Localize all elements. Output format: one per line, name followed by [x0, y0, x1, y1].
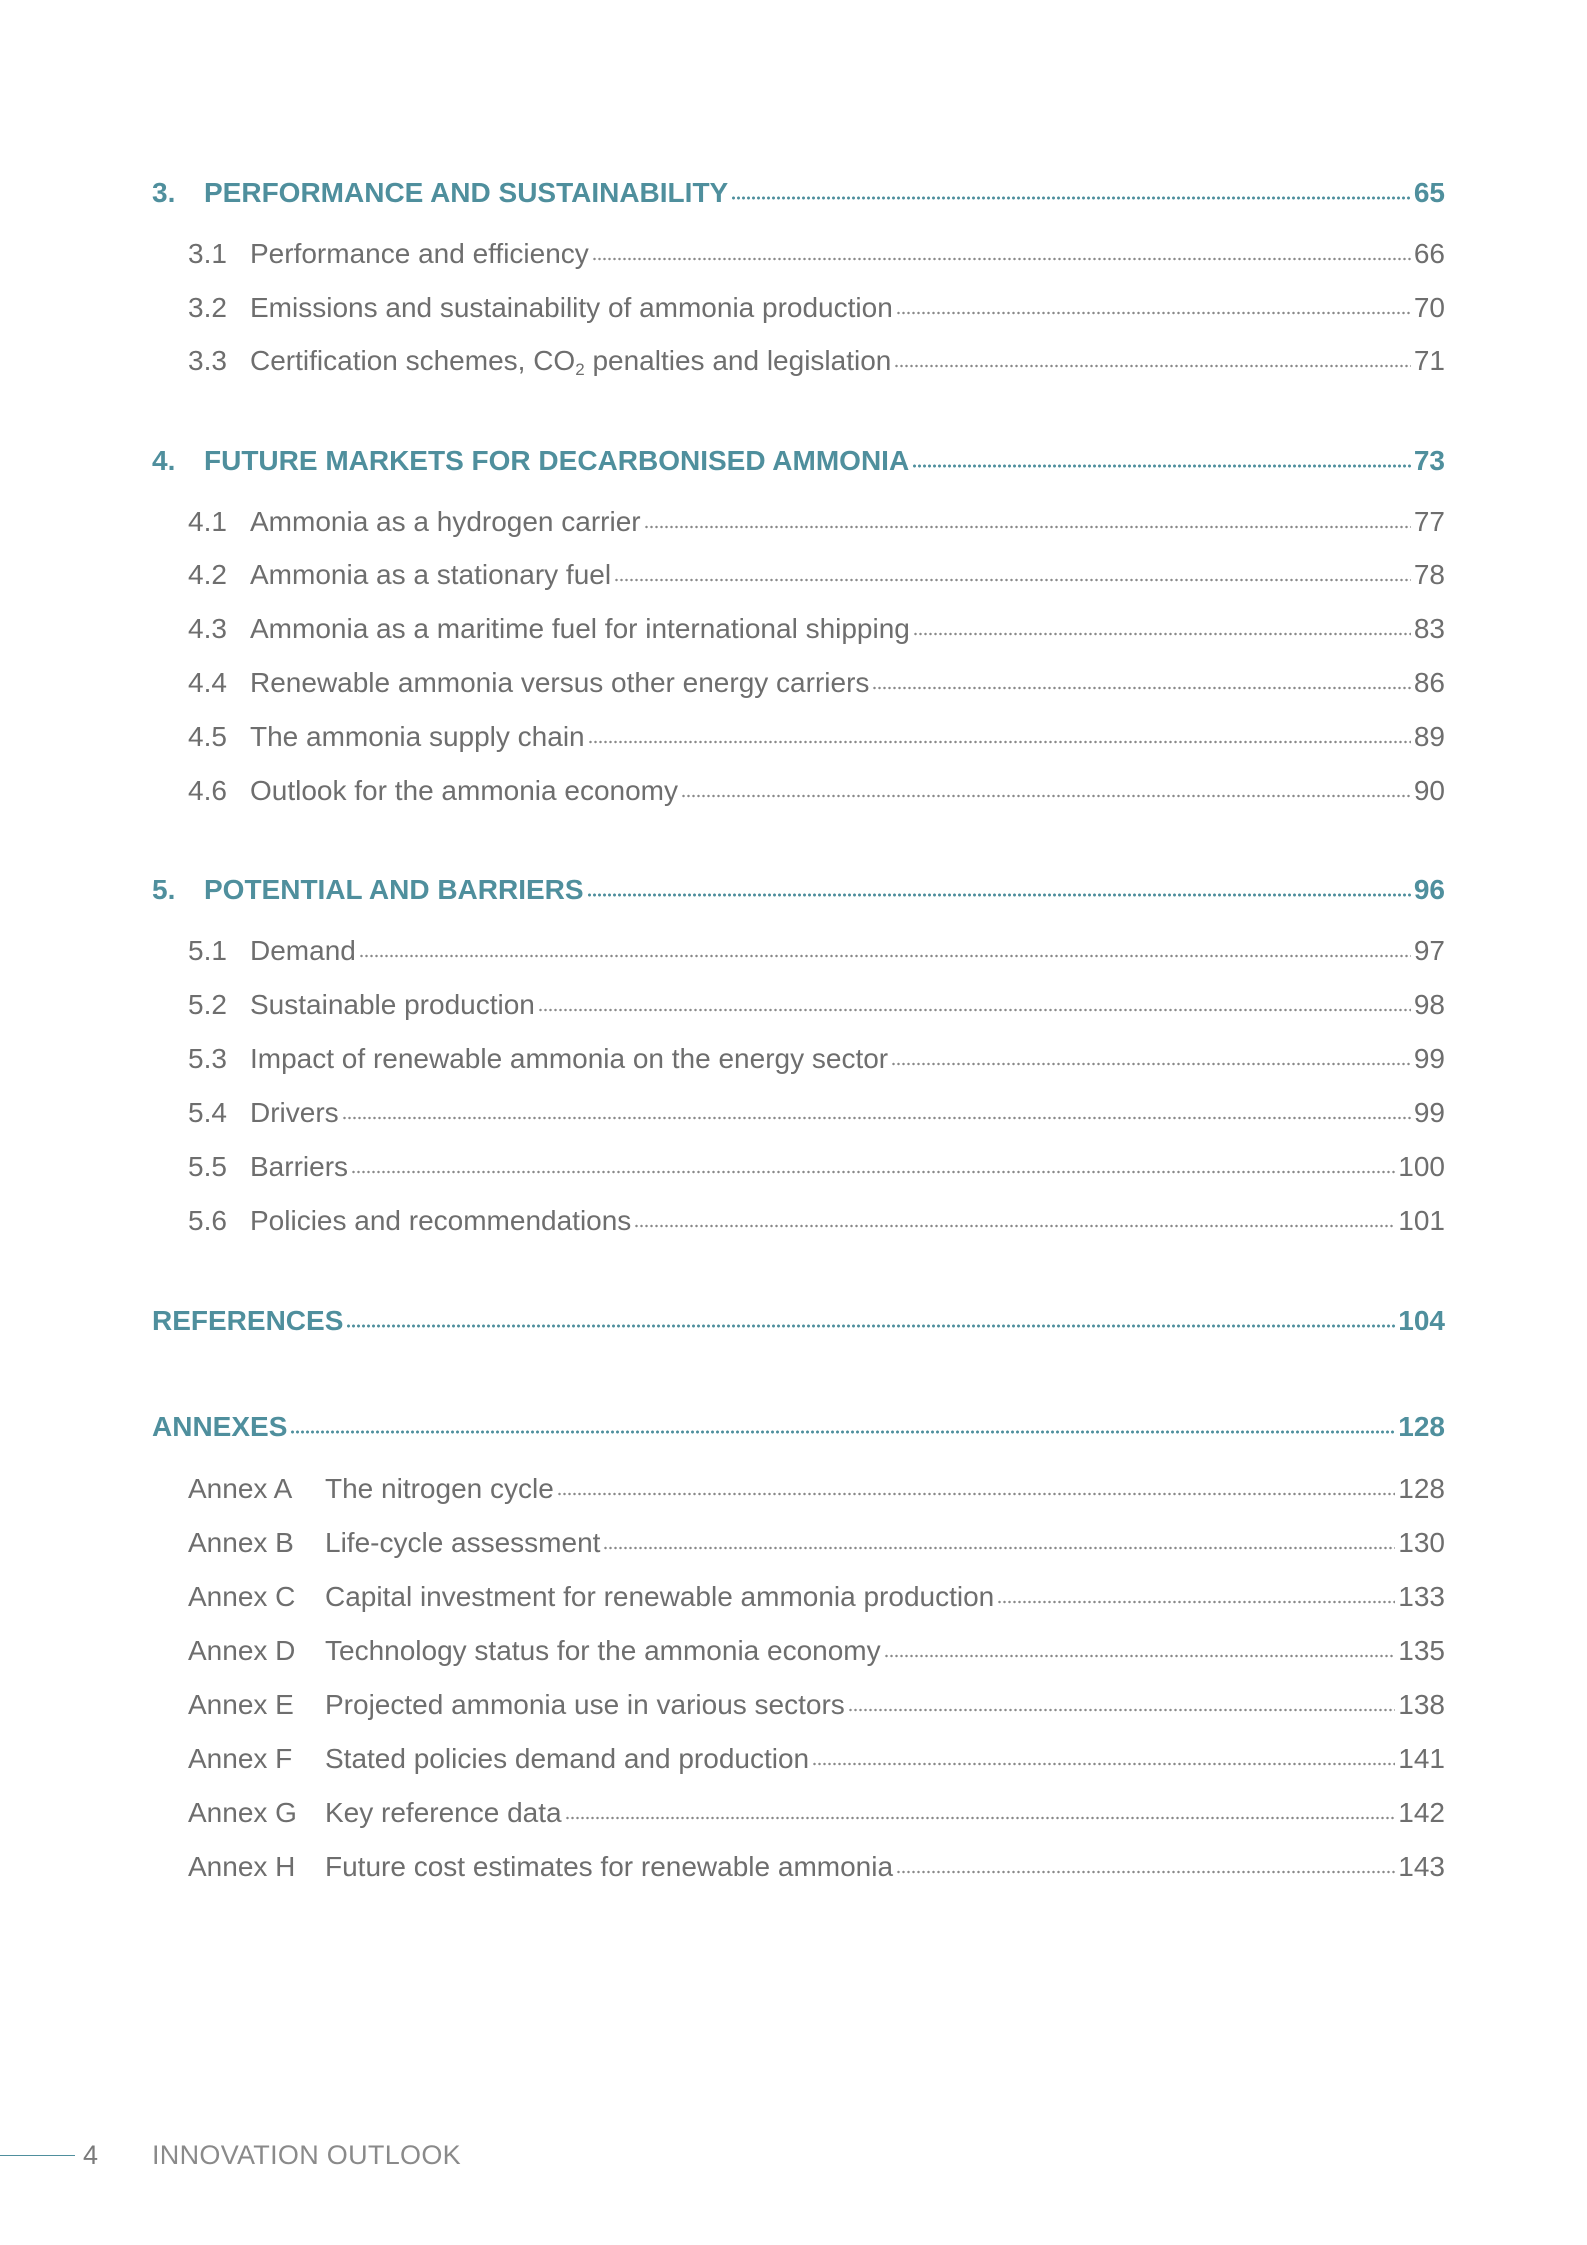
section-title: Performance and efficiency	[250, 238, 589, 269]
page-number: 135	[1398, 1635, 1445, 1666]
dot-leader	[592, 257, 1411, 261]
toc-entry-annex-b[interactable]	[152, 1526, 1445, 1560]
toc-entry-3-2[interactable]	[152, 291, 1445, 325]
section-number: 4.	[152, 445, 176, 476]
dot-leader	[359, 954, 1411, 958]
footer-title: INNOVATION OUTLOOK	[152, 2140, 461, 2170]
toc-entry-annexes[interactable]	[152, 1410, 1445, 1444]
toc-entry-annex-e[interactable]	[152, 1688, 1445, 1722]
annex-title: The nitrogen cycle	[325, 1473, 554, 1504]
page-number: 97	[1413, 935, 1445, 966]
toc-entry-section-5[interactable]	[152, 873, 1445, 907]
toc-entry-4-4[interactable]	[152, 666, 1445, 700]
page-number: 104	[1398, 1305, 1445, 1336]
dot-leader	[614, 578, 1411, 582]
page-number: 143	[1398, 1851, 1445, 1882]
page-number: 133	[1398, 1581, 1445, 1612]
toc-entry-3-3[interactable]	[152, 344, 1445, 378]
page-number: 86	[1413, 667, 1445, 698]
toc-entry-3-1[interactable]	[152, 237, 1445, 271]
page-number: 73	[1413, 445, 1445, 476]
toc-entry-4-1[interactable]	[152, 505, 1445, 539]
annex-label: Annex G	[188, 1797, 297, 1828]
page-number: 141	[1398, 1743, 1445, 1774]
section-number: 5.	[152, 874, 176, 905]
section-title: Ammonia as a maritime fuel for international shipping	[250, 613, 910, 644]
section-title: Impact of renewable ammonia on the energy sector	[250, 1043, 889, 1074]
toc-entry-section-3[interactable]	[152, 176, 1445, 210]
page-number: 89	[1413, 721, 1445, 752]
page-number: 99	[1413, 1097, 1445, 1128]
section-number: 4.4	[188, 667, 227, 698]
section-title: REFERENCES	[152, 1305, 344, 1336]
toc-entry-5-3[interactable]	[152, 1042, 1445, 1076]
section-number: 3.	[152, 177, 176, 208]
section-title: Outlook for the ammonia economy	[250, 775, 678, 806]
dot-leader	[351, 1170, 1395, 1174]
section-number: 4.5	[188, 721, 227, 752]
page-number: 128	[1398, 1411, 1445, 1442]
annex-label: Annex H	[188, 1851, 296, 1882]
page-number: 78	[1413, 559, 1445, 590]
footer-page-number: 4	[83, 2140, 99, 2170]
toc-entry-4-2[interactable]	[152, 558, 1445, 592]
dot-leader	[872, 686, 1410, 690]
page-number: 90	[1413, 775, 1445, 806]
annex-title: Stated policies demand and production	[325, 1743, 810, 1774]
toc-entry-5-6[interactable]	[152, 1204, 1445, 1238]
page-number: 128	[1398, 1473, 1445, 1504]
page-number: 100	[1398, 1151, 1445, 1182]
page-number: 130	[1398, 1527, 1445, 1558]
toc-entry-section-4[interactable]	[152, 444, 1445, 478]
section-number: 5.6	[188, 1205, 227, 1236]
dot-leader	[644, 525, 1411, 529]
toc-entry-4-3[interactable]	[152, 612, 1445, 646]
section-title: Ammonia as a hydrogen carrier	[250, 506, 641, 537]
section-number: 4.1	[188, 506, 227, 537]
dot-leader	[587, 893, 1411, 897]
toc-entry-annex-g[interactable]	[152, 1796, 1445, 1830]
section-number: 4.3	[188, 613, 227, 644]
page-number: 83	[1413, 613, 1445, 644]
page-number: 98	[1413, 989, 1445, 1020]
section-title: ANNEXES	[152, 1411, 288, 1442]
dot-leader	[913, 632, 1411, 636]
section-title: Emissions and sustainability of ammonia production	[250, 292, 893, 323]
dot-leader	[290, 1430, 1395, 1434]
section-number: 3.3	[188, 345, 227, 376]
dot-leader	[731, 196, 1411, 200]
toc-entry-4-6[interactable]	[152, 774, 1445, 808]
section-title: Renewable ammonia versus other energy carriers	[250, 667, 870, 698]
page-number: 71	[1413, 345, 1445, 376]
toc-entry-5-4[interactable]	[152, 1096, 1445, 1130]
annex-label: Annex D	[188, 1635, 296, 1666]
section-title: Ammonia as a stationary fuel	[250, 559, 612, 590]
section-title: Drivers	[250, 1097, 339, 1128]
section-title: PERFORMANCE AND SUSTAINABILITY	[204, 177, 729, 208]
page-number: 96	[1413, 874, 1445, 905]
toc-entry-annex-c[interactable]	[152, 1580, 1445, 1614]
page-number: 142	[1398, 1797, 1445, 1828]
section-title: Certification schemes, $CO_2$ penalties and legislation	[250, 345, 892, 379]
footer-rule	[0, 2155, 75, 2156]
toc-entry-5-2[interactable]	[152, 988, 1445, 1022]
dot-leader	[891, 1062, 1411, 1066]
dot-leader	[884, 1654, 1396, 1658]
toc-entry-annex-d[interactable]	[152, 1634, 1445, 1668]
dot-leader	[565, 1816, 1396, 1820]
section-title: POTENTIAL AND BARRIERS	[204, 874, 584, 905]
section-title: The ammonia supply chain	[250, 721, 585, 752]
dot-leader	[681, 794, 1411, 798]
section-number: 5.2	[188, 989, 227, 1020]
section-number: 3.2	[188, 292, 227, 323]
annex-title: Technology status for the ammonia economy	[325, 1635, 881, 1666]
page-number: 66	[1413, 238, 1445, 269]
dot-leader	[603, 1546, 1395, 1550]
section-number: 4.2	[188, 559, 227, 590]
dot-leader	[538, 1008, 1411, 1012]
dot-leader	[896, 311, 1411, 315]
section-number: 5.1	[188, 935, 227, 966]
section-title: Demand	[250, 935, 356, 966]
page-number: 70	[1413, 292, 1445, 323]
annex-label: Annex B	[188, 1527, 294, 1558]
page-number: 101	[1398, 1205, 1445, 1236]
annex-title: Capital investment for renewable ammonia production	[325, 1581, 995, 1612]
dot-leader	[812, 1762, 1395, 1766]
section-title: Policies and recommendations	[250, 1205, 632, 1236]
dot-leader	[997, 1600, 1395, 1604]
page-number: 65	[1413, 177, 1445, 208]
section-title: Barriers	[250, 1151, 349, 1182]
toc-entry-annex-f[interactable]	[152, 1742, 1445, 1776]
page-number: 77	[1413, 506, 1445, 537]
section-title: FUTURE MARKETS FOR DECARBONISED AMMONIA	[204, 445, 910, 476]
page-number: 138	[1398, 1689, 1445, 1720]
annex-title: Key reference data	[325, 1797, 562, 1828]
dot-leader	[557, 1492, 1395, 1496]
dot-leader	[588, 740, 1411, 744]
annex-label: Annex C	[188, 1581, 296, 1612]
toc-entry-annex-a[interactable]	[152, 1472, 1445, 1506]
dot-leader	[912, 464, 1411, 468]
section-title: Sustainable production	[250, 989, 535, 1020]
annex-title: Projected ammonia use in various sectors	[325, 1689, 845, 1720]
dot-leader	[894, 364, 1410, 368]
toc-entry-4-5[interactable]	[152, 720, 1445, 754]
toc-entry-5-1[interactable]	[152, 934, 1445, 968]
toc-entry-5-5[interactable]	[152, 1150, 1445, 1184]
dot-leader	[346, 1324, 1395, 1328]
toc-entry-annex-h[interactable]	[152, 1850, 1445, 1884]
annex-label: Annex F	[188, 1743, 293, 1774]
dot-leader	[848, 1708, 1395, 1712]
section-number: 4.6	[188, 775, 227, 806]
dot-leader	[634, 1224, 1395, 1228]
section-number: 5.4	[188, 1097, 227, 1128]
dot-leader	[896, 1870, 1395, 1874]
annex-title: Life-cycle assessment	[325, 1527, 601, 1558]
section-number: 5.3	[188, 1043, 227, 1074]
page-number: 99	[1413, 1043, 1445, 1074]
annex-label: Annex E	[188, 1689, 294, 1720]
toc-entry-references[interactable]	[152, 1304, 1445, 1338]
annex-title: Future cost estimates for renewable ammonia	[325, 1851, 894, 1882]
dot-leader	[342, 1116, 1411, 1120]
section-number: 3.1	[188, 238, 227, 269]
section-number: 5.5	[188, 1151, 227, 1182]
annex-label: Annex A	[188, 1473, 293, 1504]
